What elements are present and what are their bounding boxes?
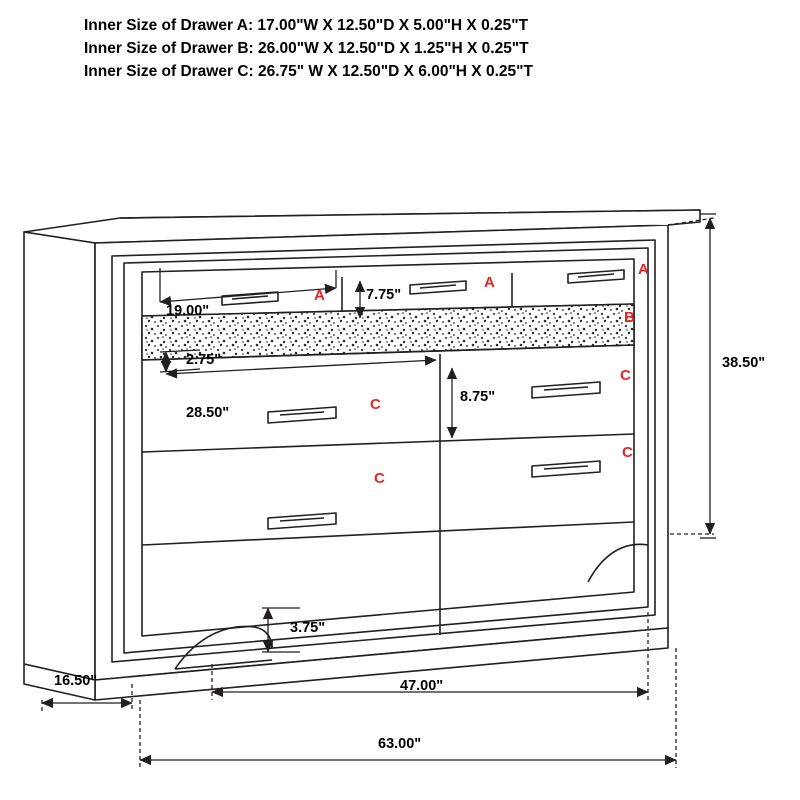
dim-drawer-c-height-label: 8.75"	[460, 389, 496, 405]
dim-leg-height-label: 3.75"	[290, 620, 326, 636]
tag-b-right: B	[624, 309, 635, 326]
dim-depth-label: 16.50"	[54, 673, 98, 689]
spec-line-drawer-a: Inner Size of Drawer A: 17.00"W X 12.50"D X 5.00"H X 0.25"T	[84, 17, 529, 34]
dim-front-width-label: 47.00"	[400, 678, 444, 694]
tag-a-right: A	[638, 261, 649, 278]
dim-total-width-label: 63.00"	[378, 736, 422, 752]
tag-c-mid-right: C	[620, 367, 631, 384]
dim-drawer-b-height-label: 2.75"	[186, 352, 222, 368]
tag-c-bottom-right: C	[622, 444, 633, 461]
dim-drawer-a-height-label: 7.75"	[366, 287, 402, 303]
spec-line-drawer-b: Inner Size of Drawer B: 26.00"W X 12.50"D X 1.25"H X 0.25"T	[84, 40, 529, 57]
tag-a-middle: A	[484, 274, 495, 291]
dim-drawer-c-width-label: 28.50"	[186, 405, 230, 421]
tag-a-left: A	[314, 287, 325, 304]
tag-c-mid-left: C	[370, 396, 381, 413]
spec-line-drawer-c: Inner Size of Drawer C: 26.75" W X 12.50"D X 6.00"H X 0.25"T	[84, 63, 533, 80]
tag-c-bottom-left: C	[374, 470, 385, 487]
dim-total-height-label: 38.50"	[722, 355, 766, 371]
dim-drawer-a-width-label: 19.00"	[166, 303, 210, 319]
